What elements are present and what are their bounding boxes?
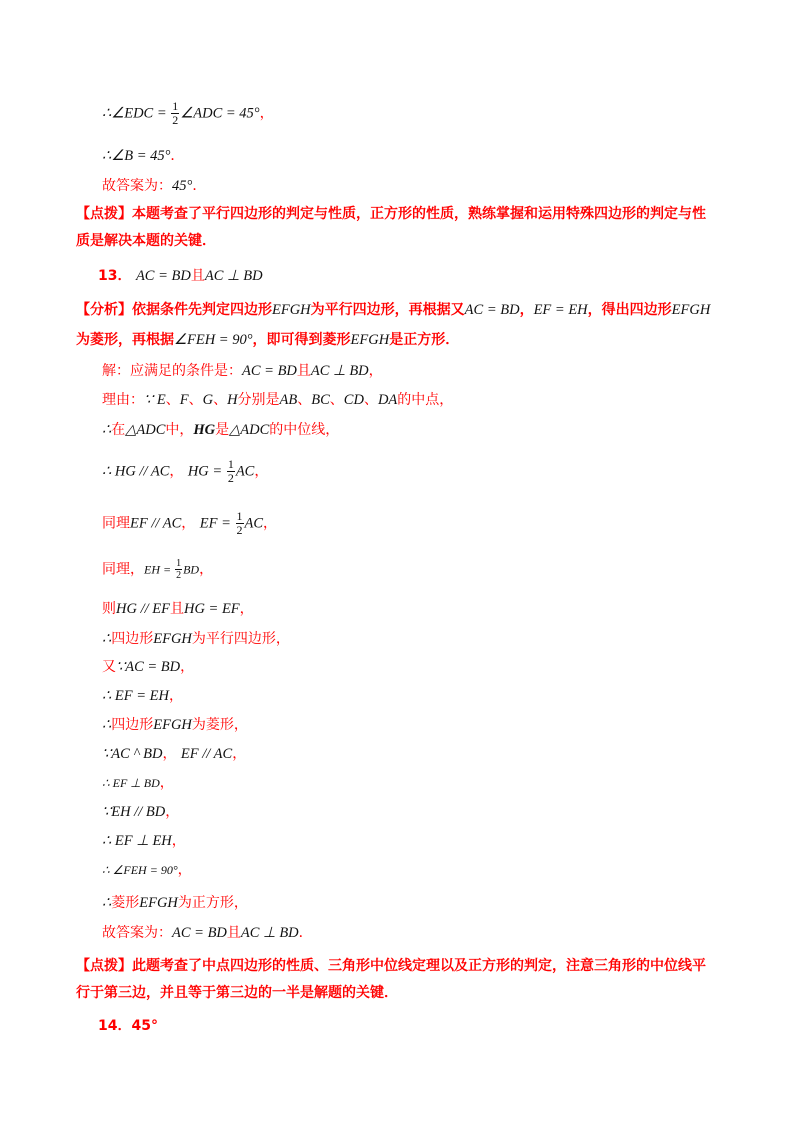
eh-half-line: 同理，EH = $\frac{1}{2}$ BD， <box>102 558 214 581</box>
ac-bd-line: 又∵AC = BD， <box>102 659 195 675</box>
analysis-paragraph-13: 【分析】依据条件先判定四边形EFGH为平行四边形，再根据又AC = BD，EF = EH，得出四边形EFGH为菱形，再根据∠FEH = 90°，即可得到菱形EFGH是正方形． <box>76 302 711 348</box>
answer-line-12: 故答案为：45°． <box>102 178 207 194</box>
ef-parallel-line: 同理EF // AC， EF = $\frac{1}{2}$ AC， <box>102 509 278 537</box>
fraction: $\frac{1}{2}$ <box>176 558 182 581</box>
fraction: $\frac{1}{2}$ <box>172 99 179 127</box>
parallelogram-line: ∴四边形EFGH为平行四边形， <box>102 631 290 647</box>
midline-statement: ∴在△ADC中，HG是△ADC的中位线， <box>102 422 340 438</box>
fraction: $\frac{1}{2}$ <box>236 509 243 537</box>
hg-parallel-line: ∴ HG // AC， HG = $\frac{1}{2}$ AC， <box>102 457 269 485</box>
solution-line-b: ∴∠B = 45°． <box>102 148 185 164</box>
solution-condition: 解：应满足的条件是：AC = BD且AC ⊥ BD， <box>102 363 383 379</box>
rhombus-line: ∴四边形EFGH为菱形， <box>102 717 248 733</box>
question-14-answer: 14．45° <box>98 1018 158 1034</box>
solution-line-edc: ∴∠EDC = $\frac{1}{2}$ ∠ADC = 45°， <box>102 99 274 127</box>
hg-ef-line: 则HG // EF且HG = EF， <box>102 601 254 617</box>
question-13-answer: 13． AC = BD且AC ⊥ BD <box>98 268 263 284</box>
ef-eh-line: ∴ EF = EH， <box>102 688 183 704</box>
ef-perp-bd-line: ∴ EF ⊥ BD， <box>102 775 174 791</box>
eh-parallel-bd-line: ∵EH // BD， <box>102 804 180 820</box>
hint-paragraph-12: 【点拨】本题考查了平行四边形的判定与性质，正方形的性质，熟练掌握和运用特殊四边形的判定与性质是解决本题的关键． <box>76 206 706 249</box>
hint-paragraph-13: 【点拨】此题考查了中点四边形的性质、三角形中位线定理以及正方形的判定，注意三角形的中位线平行于第三边，并且等于第三边的一半是解题的关键． <box>76 958 706 1001</box>
ef-perp-eh-line: ∴ EF ⊥ EH， <box>102 833 186 849</box>
ac-perp-line: ∵AC ^ BD， EF // AC， <box>102 746 247 762</box>
square-line: ∴菱形EFGH为正方形， <box>102 895 248 911</box>
reason-line: 理由：∵ E、F、G、H分别是AB、BC、CD、DA的中点， <box>102 392 454 408</box>
answer-line-13: 故答案为：AC = BD且AC ⊥ BD． <box>102 925 313 941</box>
angle-feh-line: ∴ ∠FEH = 90°， <box>102 862 192 878</box>
fraction: $\frac{1}{2}$ <box>227 457 234 485</box>
